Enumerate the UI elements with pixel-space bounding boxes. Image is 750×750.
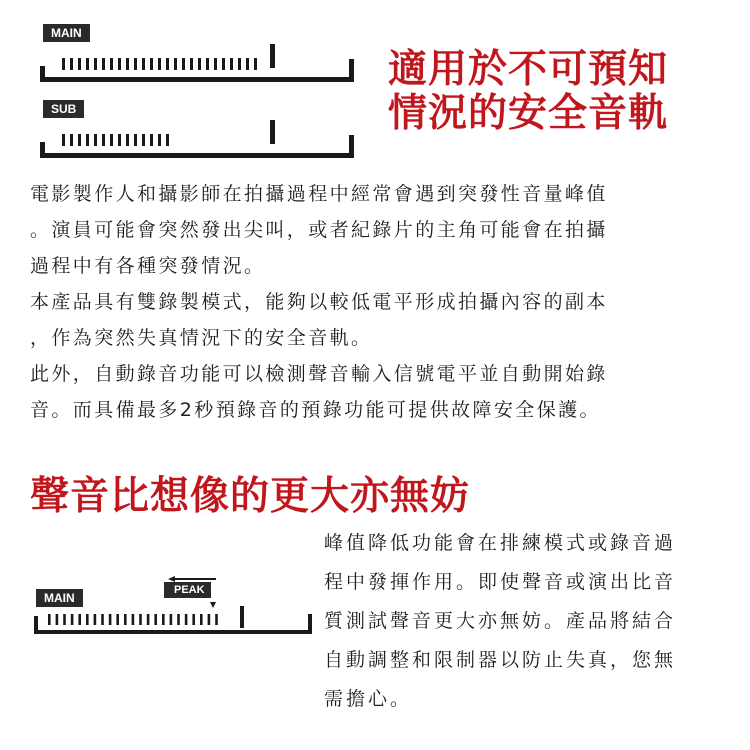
meter-tick xyxy=(94,134,97,146)
meter-tick xyxy=(102,58,105,70)
meter-tick xyxy=(132,614,135,625)
meter-tick xyxy=(166,58,169,70)
meter-tick xyxy=(230,58,233,70)
headline-line: 適用於不可預知 xyxy=(388,47,669,92)
meter-tick xyxy=(116,614,119,625)
main-meter-label: MAIN xyxy=(43,24,90,42)
main-meter-label-bottom: MAIN xyxy=(36,589,83,607)
meter-tick xyxy=(198,58,201,70)
meter-tick xyxy=(126,134,129,146)
meter-tick xyxy=(94,614,97,625)
meter-tick xyxy=(109,614,112,625)
meter-tick xyxy=(154,614,157,625)
sub-meter-label: SUB xyxy=(43,100,84,118)
meter-tick xyxy=(147,614,150,625)
meter-tick xyxy=(86,134,89,146)
text-line: 自動調整和限制器以防止失真，您無 xyxy=(324,649,677,671)
meter-tick xyxy=(86,58,89,70)
body-text-peak-reduction xyxy=(324,524,738,719)
meter-tick xyxy=(158,134,161,146)
meter-tick xyxy=(139,614,142,625)
text-line: 。演員可能會突然發出尖叫，或者紀錄片的主角可能會在拍攝 xyxy=(30,219,608,241)
meter-tick xyxy=(62,134,65,146)
meter-tick xyxy=(94,58,97,70)
meter-tick xyxy=(134,58,137,70)
text-line: 電影製作人和攝影師在拍攝過程中經常會遇到突發性音量峰值 xyxy=(30,183,608,205)
meter-tick xyxy=(185,614,188,625)
text-line: ，作為突然失真情況下的安全音軌。 xyxy=(30,327,373,349)
sub-level-meter xyxy=(40,120,360,158)
meter-tick xyxy=(174,58,177,70)
meter-tick xyxy=(254,58,257,70)
meter-tick xyxy=(62,58,65,70)
meter-tick xyxy=(166,134,169,146)
meter-tick xyxy=(110,58,113,70)
meter-tick xyxy=(118,134,121,146)
meter-tick xyxy=(246,58,249,70)
meter-tick xyxy=(170,614,173,625)
meter-tick xyxy=(70,134,73,146)
peak-meter xyxy=(34,576,324,636)
meter-tick xyxy=(206,58,209,70)
text-line: 程中發揮作用。即使聲音或演出比音 xyxy=(324,571,677,593)
meter-tick xyxy=(142,134,145,146)
meter-tick xyxy=(48,614,51,625)
meter-tick xyxy=(192,614,195,625)
meter-tick xyxy=(182,58,185,70)
text-line: 過程中有各種突發情況。 xyxy=(30,255,266,277)
meter-tick xyxy=(78,614,81,625)
meter-tick xyxy=(162,614,165,625)
main-level-meter xyxy=(40,44,360,82)
meter-tick xyxy=(86,614,89,625)
text-line: 質測試聲音更大亦無妨。產品將結合 xyxy=(324,610,677,632)
headline-line: 情況的安全音軌 xyxy=(388,91,669,136)
meter-tick xyxy=(238,58,241,70)
meter-tick xyxy=(158,58,161,70)
meter-tick xyxy=(177,614,180,625)
peak-label: PEAK xyxy=(164,582,211,598)
meter-tick xyxy=(78,134,81,146)
meter-tick xyxy=(134,134,137,146)
meter-tick xyxy=(215,614,218,625)
meter-tick xyxy=(56,614,59,625)
headline-louder-ok: 聲音比想像的更大亦無妨 xyxy=(30,474,471,519)
meter-tick xyxy=(208,614,211,625)
meter-tick xyxy=(190,58,193,70)
meter-tick xyxy=(110,134,113,146)
meter-tick xyxy=(102,134,105,146)
meter-tick xyxy=(222,58,225,70)
meter-tick xyxy=(63,614,66,625)
meter-tick xyxy=(118,58,121,70)
meter-tick xyxy=(142,58,145,70)
body-text-dual-recording xyxy=(30,176,730,428)
meter-tick xyxy=(70,58,73,70)
text-line: 需擔心。 xyxy=(324,688,413,710)
meter-tick xyxy=(124,614,127,625)
meter-tick xyxy=(214,58,217,70)
meter-tick xyxy=(150,58,153,70)
text-line: 此外，自動錄音功能可以檢測聲音輸入信號電平並自動開始錄 xyxy=(30,363,608,385)
meter-tick xyxy=(126,58,129,70)
meter-tick xyxy=(71,614,74,625)
meter-tick xyxy=(200,614,203,625)
text-line: 本產品具有雙錄製模式，能夠以較低電平形成拍攝內容的副本 xyxy=(30,291,608,313)
text-line: 音。而具備最多2秒預錄音的預錄功能可提供故障安全保護。 xyxy=(30,399,601,421)
headline-safety-track xyxy=(388,48,668,136)
text-line: 峰值降低功能會在排練模式或錄音過 xyxy=(324,532,677,554)
meter-tick xyxy=(150,134,153,146)
meter-tick xyxy=(101,614,104,625)
meter-tick xyxy=(78,58,81,70)
